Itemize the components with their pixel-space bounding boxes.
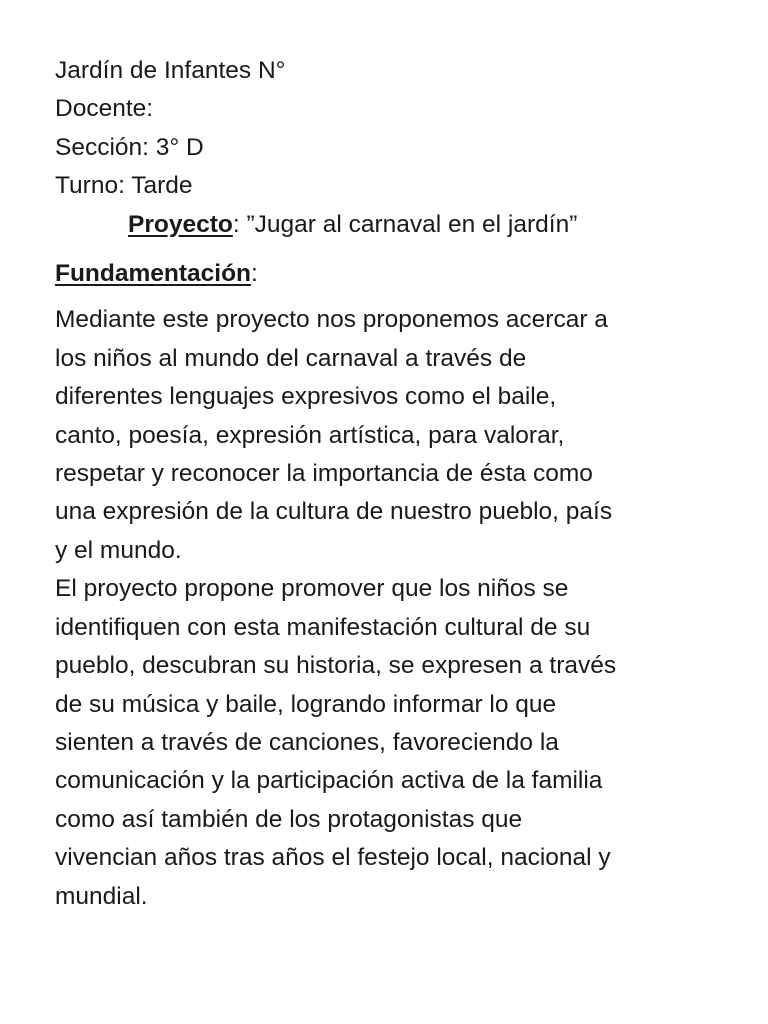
fundamentacion-heading [55, 255, 715, 293]
shift-field: Turno: Tarde [55, 172, 193, 200]
paragraph-line: Mediante este proyecto nos proponemos acercar a [55, 306, 608, 334]
paragraph-line: identifiquen con esta manifestación cultural de su [55, 613, 591, 641]
paragraph-line: de su música y baile, logrando informar lo que [55, 690, 557, 718]
project-title: ”Jugar al carnaval en el jardín” [239, 210, 578, 238]
teacher-field: Docente: [55, 95, 154, 123]
document-page [55, 52, 715, 916]
paragraph-line: vivencian años tras años el festejo local, nacional y [55, 844, 611, 872]
paragraph-line: respetar y reconocer la importancia de ésta como [55, 460, 593, 488]
fundamentacion-colon: : [251, 260, 258, 288]
paragraph-1 [55, 301, 715, 570]
paragraph-line: una expresión de la cultura de nuestro pueblo, país [55, 498, 613, 526]
fundamentacion-label: Fundamentación [55, 260, 252, 288]
project-separator: : [232, 210, 240, 238]
fundamentacion-body [55, 301, 715, 916]
paragraph-line: comunicación y la participación activa de la familia [55, 767, 603, 795]
paragraph-line: como así también de los protagonistas que [55, 805, 523, 833]
school-name: Jardín de Infantes N° [55, 57, 286, 84]
paragraph-line: diferentes lenguajes expresivos como el baile, [55, 383, 557, 411]
section-field: Sección: 3° D [55, 133, 204, 161]
paragraph-line: mundial. [55, 882, 148, 910]
paragraph-line: El proyecto propone promover que los niños se [55, 575, 569, 603]
paragraph-line: pueblo, descubran su historia, se expresen a través [55, 652, 617, 680]
project-title-line [55, 206, 715, 244]
project-label: Proyecto [128, 210, 233, 238]
paragraph-line: canto, poesía, expresión artística, para valorar, [55, 421, 565, 449]
paragraph-line: y el mundo. [55, 536, 182, 564]
paragraph-line: los niños al mundo del carnaval a través de [55, 344, 527, 372]
paragraph-2 [55, 570, 715, 916]
paragraph-line: sienten a través de canciones, favoreciendo la [55, 728, 559, 756]
